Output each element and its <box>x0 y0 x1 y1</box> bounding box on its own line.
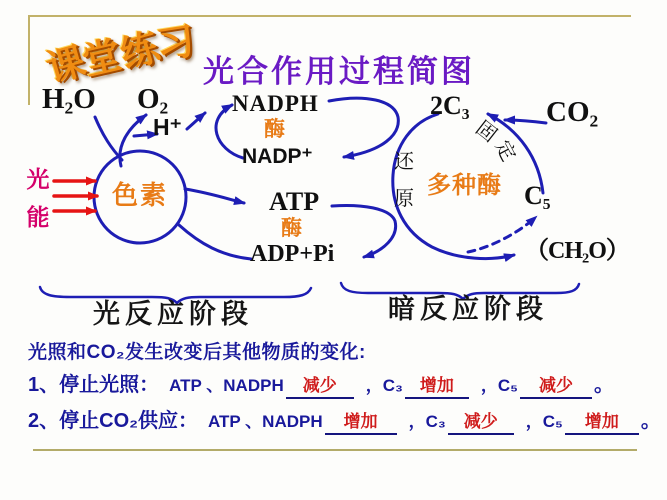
co2-label: CO₂ <box>546 96 599 128</box>
frame-bottom-line <box>33 449 637 451</box>
h-plus-label: H⁺ <box>153 114 182 140</box>
note1-sep-c5: ，C₅ <box>480 376 518 395</box>
ch2o-label: （CH₂O） <box>525 238 629 264</box>
c5-label: C₅ <box>524 181 551 210</box>
o2-arrow <box>120 115 146 166</box>
note1-blank-nadph: 减少 <box>286 371 354 399</box>
nadp-label: NADP⁺ <box>242 145 313 168</box>
pigment-label: 色素 <box>112 180 169 210</box>
enzyme-top-label: 酶 <box>264 118 285 141</box>
note1-items: ATP 、NADPH <box>169 376 284 395</box>
notes-heading: 光照和CO₂发生改变后其他物质的变化: <box>28 342 366 363</box>
classroom-exercise-badge <box>40 10 200 92</box>
light-stage-label: 光反应阶段 <box>93 299 253 329</box>
note-line-2 <box>28 404 661 435</box>
note2-blank-c3: 减少 <box>448 407 514 435</box>
adp-connector-line <box>179 225 251 259</box>
note2-sep-c3: ，C₃ <box>408 412 446 431</box>
note1-blank-c3: 增加 <box>405 371 469 399</box>
note2-sep-c5: ，C₅ <box>525 412 563 431</box>
page-title: 光合作用过程简图 <box>203 54 475 89</box>
adp-pi-label: ADP+Pi <box>250 241 335 267</box>
dark-stage-label: 暗反应阶段 <box>388 294 548 324</box>
h-plus-to-nadph-arrow <box>187 113 205 129</box>
pigment-to-atp-arrow <box>185 189 244 203</box>
note2-blank-c5: 增加 <box>565 407 639 435</box>
note2-prefix: 停止CO₂供应： <box>59 410 199 432</box>
fixation-label-char1: 固 <box>471 117 501 147</box>
nadph-label: NADPH <box>232 91 319 116</box>
note2-blank-nadph: 增加 <box>325 407 397 435</box>
note1-prefix: 停止光照： <box>59 374 160 396</box>
note2-items: ATP 、NADPH <box>208 412 323 431</box>
fixation-label-char2: 定 <box>490 137 520 165</box>
badge-char: 习 <box>153 20 198 68</box>
nadph-to-nadp-loop <box>329 98 398 157</box>
note1-blank-c5: 减少 <box>520 371 592 399</box>
note1-period: 。 <box>593 374 614 396</box>
atp-to-adp-loop <box>332 206 396 257</box>
h2o-stem-line <box>95 117 122 160</box>
light-energy-label: 光能 <box>26 166 50 230</box>
frame-left-line <box>28 15 30 105</box>
atp-label: ATP <box>269 187 320 216</box>
o2-label: O₂ <box>137 83 169 115</box>
multi-enzyme-label: 多种酶 <box>427 172 502 199</box>
enzyme-bottom-label: 酶 <box>281 217 302 240</box>
badge-char: 课 <box>42 40 91 92</box>
co2-arrow <box>505 120 546 123</box>
note-line-1 <box>28 368 614 399</box>
badge-char: 堂 <box>78 34 126 84</box>
reduction-label: 还原 <box>394 151 414 210</box>
note1-sep-c3: ，C₃ <box>365 376 403 395</box>
two-c3-label: 2C₃ <box>430 91 470 120</box>
note1-number: 1、 <box>28 374 60 396</box>
note2-period: 。 <box>640 410 661 432</box>
note2-number: 2、 <box>28 410 60 432</box>
h2o-label: H₂O <box>42 83 96 115</box>
badge-char: 练 <box>116 26 165 78</box>
